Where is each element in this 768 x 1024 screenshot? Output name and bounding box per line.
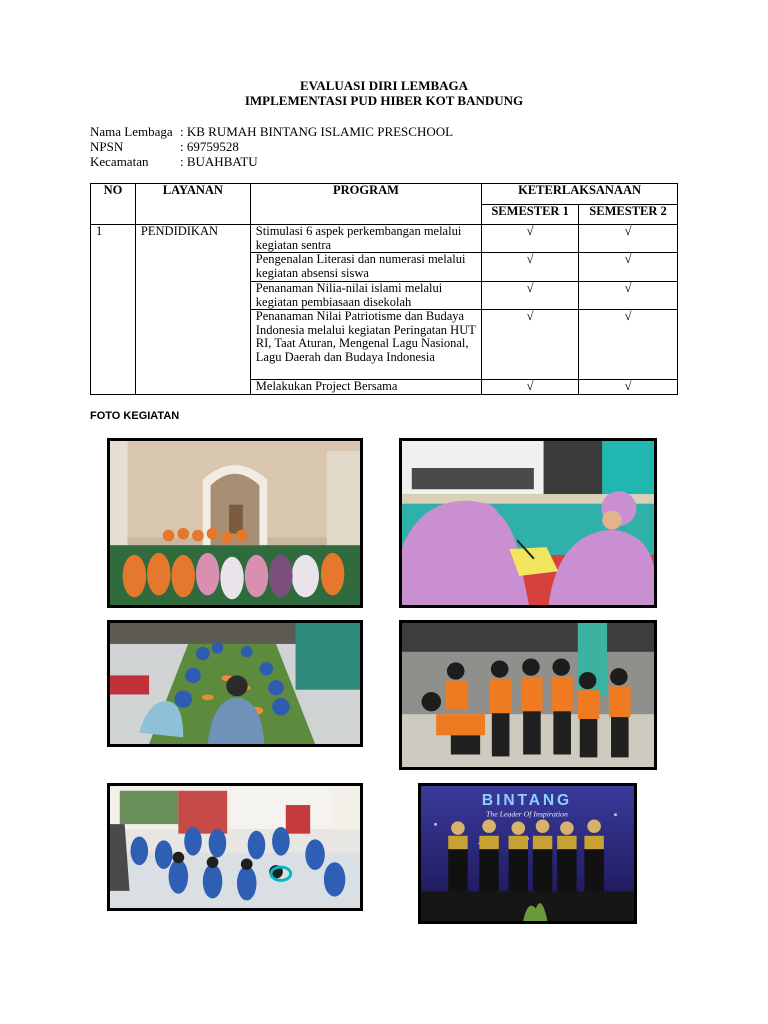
- cell-program: Penanaman Nilia-nilai islami melalui kegiatan pembiasaan disekolah: [250, 282, 481, 310]
- cell-program: Stimulasi 6 aspek perkembangan melalui kegiatan sentra: [250, 225, 481, 253]
- cell-program: Pengenalan Literasi dan numerasi melalui kegiatan absensi siswa: [250, 253, 481, 282]
- photo-prayer-room: [107, 438, 363, 608]
- check-semester-1: √: [482, 225, 579, 253]
- info-label: Kecamatan: [90, 154, 149, 169]
- check-semester-2: √: [579, 253, 678, 282]
- table-header-row: [91, 184, 678, 205]
- banner-tagline: The Leader Of Inspiration: [486, 809, 568, 819]
- header-no: NO: [91, 184, 136, 225]
- check-semester-1: √: [482, 282, 579, 310]
- photo-dance-performance: [418, 783, 637, 924]
- photo-drawing-activity: [399, 438, 657, 608]
- photo-exercise: [107, 783, 363, 911]
- info-kecamatan: [90, 154, 258, 169]
- cell-layanan: PENDIDIKAN: [135, 225, 250, 395]
- info-label: NPSN: [90, 139, 124, 154]
- banner-title: BINTANG: [481, 792, 573, 810]
- table-row: [91, 225, 678, 253]
- evaluation-table: [90, 183, 678, 395]
- document-title: EVALUASI DIRI LEMBAGA: [299, 78, 469, 93]
- cell-program: Melakukan Project Bersama: [250, 380, 481, 395]
- info-value: : BUAHBATU: [180, 154, 258, 169]
- info-label: Nama Lembaga: [90, 124, 173, 139]
- check-semester-1: √: [482, 380, 579, 395]
- info-value: : KB RUMAH BINTANG ISLAMIC PRESCHOOL: [180, 124, 454, 139]
- check-semester-2: √: [579, 225, 678, 253]
- foto-kegiatan-label: FOTO KEGIATAN: [90, 410, 180, 422]
- header-keterlaksanaan: KETERLAKSANAAN: [482, 184, 678, 205]
- info-value: : 69759528: [180, 139, 239, 154]
- cell-no: 1: [91, 225, 136, 395]
- check-semester-2: √: [579, 310, 678, 380]
- info-nama-lembaga: [90, 124, 453, 139]
- check-semester-1: √: [482, 310, 579, 380]
- document-subtitle: IMPLEMENTASI PUD HIBER KOT BANDUNG: [244, 93, 524, 108]
- header-semester-2: SEMESTER 2: [579, 204, 678, 225]
- cell-program: Penanaman Nilai Patriotisme dan Budaya Indonesia melalui kegiatan Peringatan HUT RI, Taat Aturan, Mengenal Lagu Nasional, Lagu Daerah dan Budaya Indonesia: [250, 310, 481, 380]
- check-semester-2: √: [579, 282, 678, 310]
- check-semester-2: √: [579, 380, 678, 395]
- photo-kids-line: [399, 620, 657, 770]
- check-semester-1: √: [482, 253, 579, 282]
- info-npsn: [90, 139, 239, 154]
- header-layanan: LAYANAN: [135, 184, 250, 225]
- header-semester-1: SEMESTER 1: [482, 204, 579, 225]
- photo-eating-together: [107, 620, 363, 747]
- header-program: PROGRAM: [250, 184, 481, 225]
